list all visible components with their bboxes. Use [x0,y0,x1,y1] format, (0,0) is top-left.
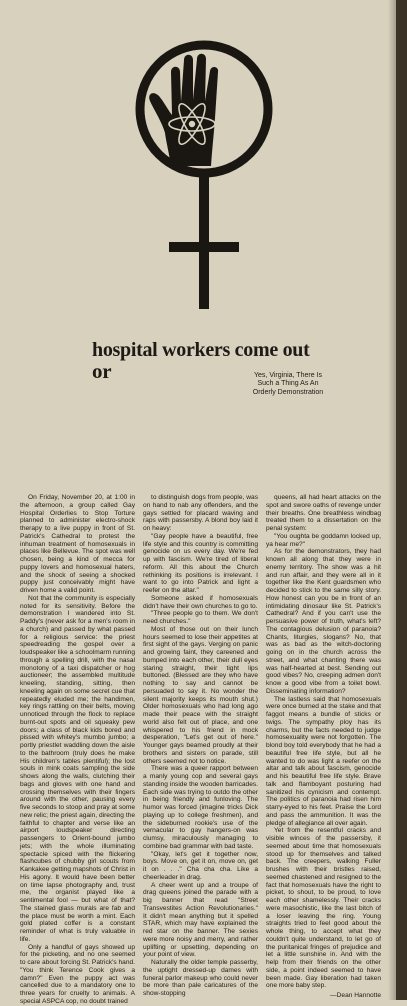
paragraph: As for the demonstrators, they had known all along that they were in enemy territory. The show was a hit and run affair, and they were all in it together like the Kent guardsmen who decided to stick to the same silly story. How honest can you be in front of an intimidating dinosaur like St. Patrick's Cathedral? And if you can't use the persuasive power of truth, what's left? The contagious delusion of paranoia? Chants, liturgies, slogans? No, that was as bad as the witch-doctoring going on in the church across the street, and what chanting there was was half-hearted at best. Sending out good vibes? No, creeping admen don't know a good vibe from a toilet bowl. Disseminating information? [266,548,381,695]
paragraph: Naturally the older temple passerby, the uptight dressed-up dames with funeral parlor makeup who could never be more than pale caricatures of the show-stopping [143,959,258,997]
paragraph: The lastless said that homosexuals were once burned at the stake and that faggot means a bundle of sticks or twigs. The sympathy ploy has its charms, but the facts needed to judge homosexuality were not forgotten. The blond boy told everybody that he had a beautiful free life style, but all he wanted to do was light a reefer on the altar and talk about fascism, genocide and his beautiful free life style. Brave talk and flamboyant posturing had sanitized his cynicism and contempt. The politics of paranoia had risen him starry-eyed to his feet. Praise the Lord and pass the ammunition. It was the pledge of allegiance all over again. [266,695,381,827]
paragraph: Someone asked if homosexuals didn't have their own churches to go to. [143,594,258,610]
article-column-1 [20,494,135,1006]
paragraph: queens, all had heart attacks on the spot and swore oaths of revenge under their breaths. One breathless windbag treated them to a dissertation on the penal system: [266,494,381,532]
paragraph: "Okay, let's get it together now, boys. Move on, get it on, move on, get it on . . ." Cha cha cha. Like a cheerleader in drag. [143,850,258,881]
paragraph: "Three people go to them. We don't need churches." [143,610,258,625]
author-byline: —Dean Hannotte [330,992,381,999]
paragraph: "You oughta be goddamn locked up, ya hear me?" [266,532,381,548]
paragraph: Yet from the resentful cracks and visible winces of the passersby, it seemed about time that homosexuals stood up for themselves and talked back. The creepers, walking Fuller brushes with their bristles raised, seemed chastened and resigned to the fact that homosexuals have the right to picket, to shout, to be proud, to love each other shamelessly. Their cracks were masochistic, like the last bitch of a loser leaving the ring. Young straights tried to feel good about the whole thing, to accept what they couldn't quite understand, to let go of the puritanical fringes of prejudice and let a little sunshine in. And with the help from their friends on the other side, a point indeed seemed to have been made. Gay liberation had taken one more baby step. [266,827,381,990]
paragraph: Not that the community is especially noted for its sensitivity. Before the demonstration I wandered into St. Paddy's (never ask for a men's room in a church) and passed by what passed for a religious service: the priest speedreading the gospel over a loudspeaker like a schoolmarm running through a spelling drill, with the nasal monotony of a taxi dispatcher or hog auctioneer; the assembled multitude kneeling, standing, sitting, then kneeling again on some secret cue that repeatedly eluded me; the handimen, key rings rattling on their belts, moving unnoticed through the flock to replace burnt-out spots and oil squeaky pew doors; a class of black kids bored and pissed with whitey's mumbo jumbo; a portly priestlet waddling down the aisle to the bathroom (truly does he make His children's tables plentiful); the lost souls in mink coats sampling the side shows along the walls, clutching their bags and gloves with one hand and crossing themselves with their fingers around with the other, pausing every five seconds to stoop and pray at some new relic; the priest again, directing the faithful to chapter and verse like an airport loudspeaker directing passengers to Orient-bound jumbo jets; with the whole illuminating spectacle spiced with the flickering flashcubes of chubby girl scouts from Kankakee getting mapshots of Christ in His agony. It would have been better on time lapse photography and, trust me, the organist played like a sentimental fool — but what of that? The stained glass murals are fab and the place must be worth a mint. Each gold plated coffer is a constant reminder of what is truly valuable in life. [20,594,135,943]
page-edge [396,0,407,1000]
paragraph: On Friday, November 20, at 1:00 in the afternoon, a group called Gay Hospital Orderlies to Stop Torture planned to administer electro-shock therapy to a live puppy in front of St. Patrick's Cathedral to protest the inhuman treatment of homosexuals in places like Bellevue. The spot was well chosen, being a kind of mecca for puppy lovers and homosexual haters, and the shock of seeing a shocked puppy just conceivably might have driven home a valid point. [20,494,135,594]
headline-title: hospital workers come out [92,339,310,361]
female-symbol-fist-logo [133,38,275,310]
paragraph: Most of those out on their lunch hours seemed to lose their appetites at first sight of the gays. Verging on panic and growing faint, they careened and bumped into each other, their dull eyes staring straight, their tight lips buttoned. (Blessed are they who have nothing to say and cannot be persuaded to say it. No wonder the silent majority keeps its mouth shut.) Older homosexuals who had long ago made their peace with the straight world also felt out of place, and one whispered to his friend in mock desperation, "Let's get out of here." Younger gays beamed proudly at their brothers and sisters on parade, still others seemed not to notice. [143,625,258,765]
paragraph: to distinguish dogs from people, was on hand to nab any offenders, and the gays settled for placard waving and raps with passersby. A blond boy laid it on heavy: [143,494,258,532]
paragraph: A cheer went up and a troupe of drag queens joined the parade with a big banner that read "Street Transvestites Action Revolutionaries." It didn't mean anything but it spelled STAR, which may have explained the red star on the banner. The sexies were more noisy and merry, and rather uplifting or upsetting, depending on your point of view. [143,881,258,959]
page-gutter-shadow [388,0,396,1000]
subhead-line: Orderly Demonstration [252,388,324,396]
article-column-2 [143,494,258,998]
headline-or: or [92,359,112,383]
paragraph: Only a handful of gays showed up for the picketing, and no one seemed to care about forcing St. Patrick's hand. "You think Terence Cook gives a damn?" Even the puppy act was cancelled due to a mandatory one to three years for cruelty to animals. A special ASPCA cop, no doubt trained [20,943,135,1005]
paragraph: "Gay people have a beautiful, free life style and this country is committing genocide on us every day. We're fed up with fascism. We're tired of liberal reform. All this about the Church rethinking its positions is irrelevant. I want to go into Patrick and light a reefer on the altar." [143,532,258,594]
subhead-line: Such a Thing As An [257,380,319,388]
subhead-line: Yes, Virginia, There Is [254,372,322,379]
article-column-3 [266,494,381,1000]
article-subhead [228,372,348,397]
paragraph: There was a queer rapport between a manly young cop and several gays standing inside the wooden barricades. Each side was trying to outdo the other in being friendly and funloving. The humor was forced (imagine tricks Dick playing up to college freshmen), and the sideburned rookie's use of the vernacular to gay hangers-on was clumsy, miraculously managing to combine bad grammar with bad taste. [143,765,258,850]
